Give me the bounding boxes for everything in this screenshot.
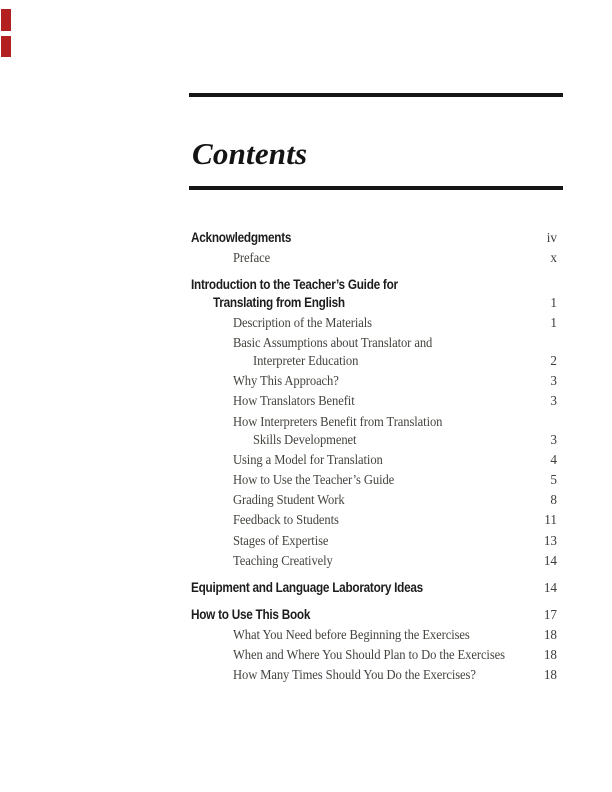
toc-page-number: 3: [550, 431, 557, 447]
toc-entry-label: When and Where You Should Plan to Do the Exercises: [233, 647, 505, 663]
toc-entry-label: Teaching Creatively: [233, 552, 333, 568]
toc-page-number: 3: [550, 393, 557, 409]
toc-entry-label: Introduction to the Teacher’s Guide for: [191, 276, 398, 292]
toc-row: [189, 452, 563, 470]
toc-page-number: 14: [543, 579, 557, 595]
toc-page-number: iv: [546, 229, 557, 245]
toc-entry-label: How to Use the Teacher’s Guide: [233, 472, 395, 487]
toc-row: [189, 533, 563, 551]
toc-entry-label: Basic Assumptions about Translator and: [233, 335, 433, 351]
toc-entry-label: Translating from English: [213, 294, 345, 310]
toc-row: [189, 553, 563, 571]
toc-row: [189, 230, 563, 248]
toc-row: [189, 580, 563, 598]
toc-row: [189, 667, 563, 685]
toc-row: [189, 414, 563, 432]
toc-page-number: 14: [543, 552, 557, 568]
table-of-contents: [189, 230, 563, 686]
toc-entry-label: Feedback to Students: [233, 512, 339, 528]
toc-entry-label: Description of the Materials: [233, 314, 372, 330]
toc-entry-label: Equipment and Language Laboratory Ideas: [191, 579, 423, 595]
contents-page-body: [189, 93, 563, 685]
toc-page-number: 1: [550, 294, 557, 310]
toc-page-number: 5: [550, 472, 557, 487]
toc-entry-label: Skills Developmenet: [253, 431, 357, 447]
toc-row: [189, 472, 563, 490]
toc-entry-label: Why This Approach?: [233, 373, 339, 389]
toc-row: [189, 335, 563, 353]
toc-entry-label: Interpreter Education: [253, 353, 359, 369]
toc-page-number: 3: [550, 373, 557, 389]
toc-entry-label: Grading Student Work: [233, 492, 345, 508]
toc-row: [189, 315, 563, 333]
page-title: Contents: [192, 136, 308, 171]
toc-page-number: 17: [543, 606, 557, 622]
double-rule-under-title: [189, 186, 563, 190]
toc-row: [189, 353, 563, 371]
toc-entry-label: What You Need before Beginning the Exercises: [233, 626, 470, 642]
toc-row: [189, 373, 563, 391]
toc-entry-label: Using a Model for Translation: [233, 451, 383, 467]
toc-page-number: 2: [550, 353, 557, 369]
toc-page-number: 18: [543, 647, 557, 663]
toc-row: [189, 492, 563, 510]
toc-entry-label: How Interpreters Benefit from Translation: [233, 413, 443, 429]
toc-row: [189, 250, 563, 268]
toc-page-number: 1: [550, 314, 557, 330]
toc-row: [189, 627, 563, 645]
toc-row: [189, 277, 563, 295]
toc-page-number: 8: [550, 492, 557, 508]
toc-entry-label: How to Use This Book: [191, 606, 311, 622]
toc-row: [189, 512, 563, 530]
red-edge-mark: [1, 36, 11, 57]
toc-row: [189, 432, 563, 450]
toc-page-number: 18: [543, 626, 557, 642]
toc-entry-label: Acknowledgments: [191, 229, 292, 245]
toc-page-number: 18: [543, 667, 557, 683]
toc-row: [189, 393, 563, 411]
toc-entry-label: Preface: [233, 249, 271, 265]
toc-entry-label: How Translators Benefit: [233, 393, 355, 409]
toc-row: [189, 647, 563, 665]
toc-row: [189, 295, 563, 313]
toc-page-number: 13: [543, 532, 557, 548]
toc-entry-label: Stages of Expertise: [233, 532, 329, 548]
toc-page-number: x: [550, 249, 557, 265]
red-edge-mark: [1, 9, 11, 31]
toc-page-number: 11: [544, 512, 557, 528]
double-rule-top: [189, 93, 563, 97]
toc-row: [189, 607, 563, 625]
toc-page-number: 4: [550, 451, 557, 467]
toc-entry-label: How Many Times Should You Do the Exercises?: [233, 667, 476, 683]
